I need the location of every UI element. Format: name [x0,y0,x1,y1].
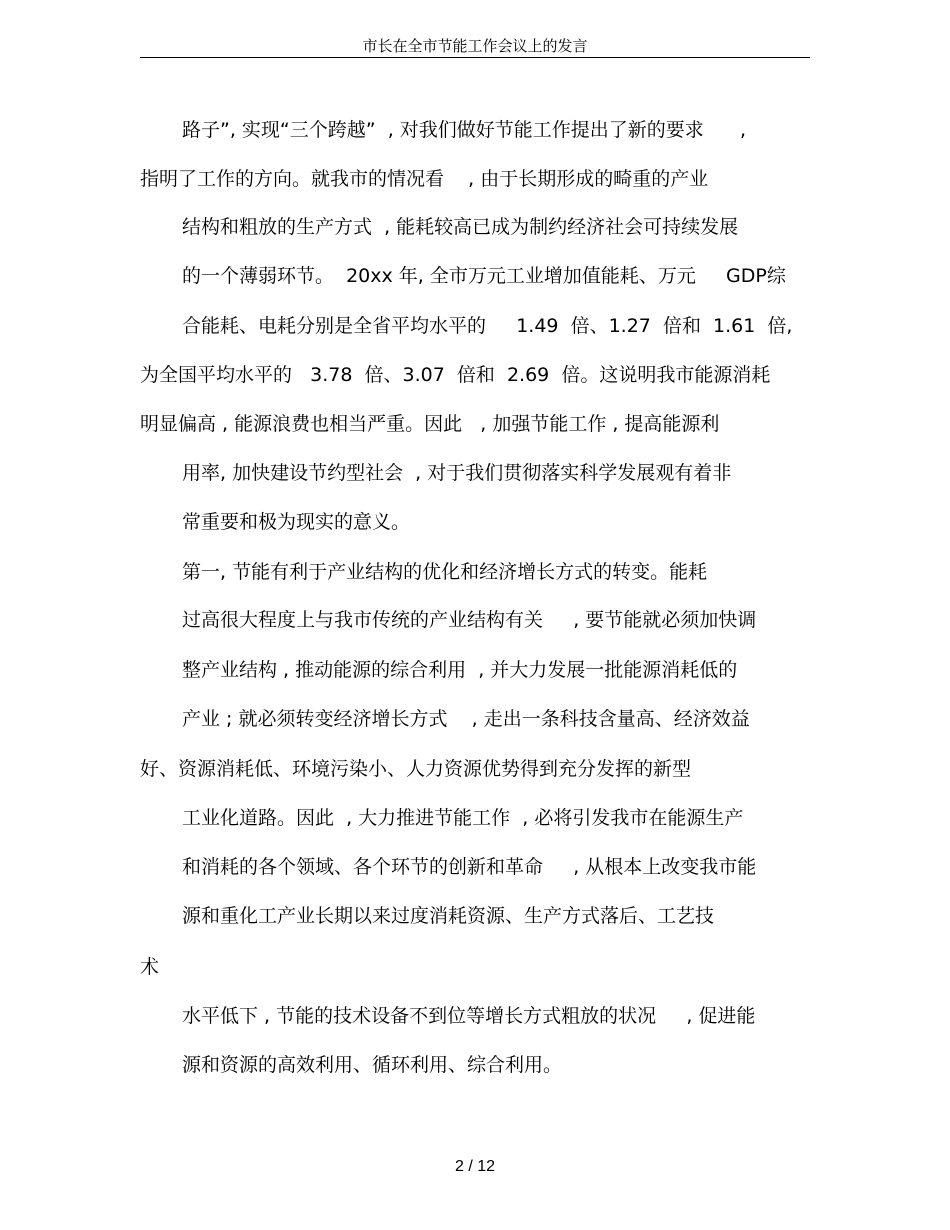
text-line: 路子”, 实现“三个跨越” , 对我们做好节能工作提出了新的要求 , [182,119,747,141]
text-line: 指明了工作的方向。就我市的情况看 , 由于长期形成的畸重的产业 [140,168,709,190]
text-line: 整产业结构 , 推动能源的综合利用 , 并大力发展一批能源消耗低的 [182,659,738,681]
text-line: 用率, 加快建设节约型社会 , 对于我们贯彻落实科学发展观有着非 [182,462,732,484]
running-header: 市长在全市节能工作会议上的发言 [362,37,588,55]
text-line: 的一个薄弱环节。 20xx 年, 全市万元工业增加值能耗、万元 GDP综 [182,265,786,287]
text-line: 过高很大程度上与我市传统的产业结构有关 , 要节能就必须加快调 [182,609,757,631]
text-line: 源和重化工产业长期以来过度消耗资源、生产方式落后、工艺技 [182,905,715,927]
text-line: 源和资源的高效利用、循环利用、综合利用。 [182,1054,563,1076]
text-line: 合能耗、电耗分别是全省平均水平的 1.49 倍、1.27 倍和 1.61 倍, [182,315,793,337]
text-line: 产业 ; 就必须转变经济增长方式 , 走出一条科技含量高、经济效益 [182,708,750,730]
text-line: 常重要和极为现实的意义。 [182,511,411,533]
text-line: 术 [140,956,160,978]
text-line: 第一, 节能有利于产业结构的优化和经济增长方式的转变。能耗 [182,561,708,583]
text-line: 和消耗的各个领域、各个环节的创新和革命 , 从根本上改变我市能 [182,856,757,878]
text-line: 为全国平均水平的 3.78 倍、3.07 倍和 2.69 倍。这说明我市能源消耗 [140,364,771,386]
page-number: 2 / 12 [454,1158,496,1175]
text-line: 好、资源消耗低、环境污染小、人力资源优势得到充分发挥的新型 [140,758,692,780]
text-line: 水平低下 , 节能的技术设备不到位等增长方式粗放的状况 , 促进能 [182,1005,756,1027]
text-line: 明显偏高 , 能源浪费也相当严重。因此 , 加强节能工作 , 提高能源利 [140,413,720,435]
text-line: 结构和粗放的生产方式 , 能耗较高已成为制约经济社会可持续发展 [182,216,739,238]
text-line: 工业化道路。因此 , 大力推进节能工作 , 必将引发我市在能源生产 [182,807,744,829]
